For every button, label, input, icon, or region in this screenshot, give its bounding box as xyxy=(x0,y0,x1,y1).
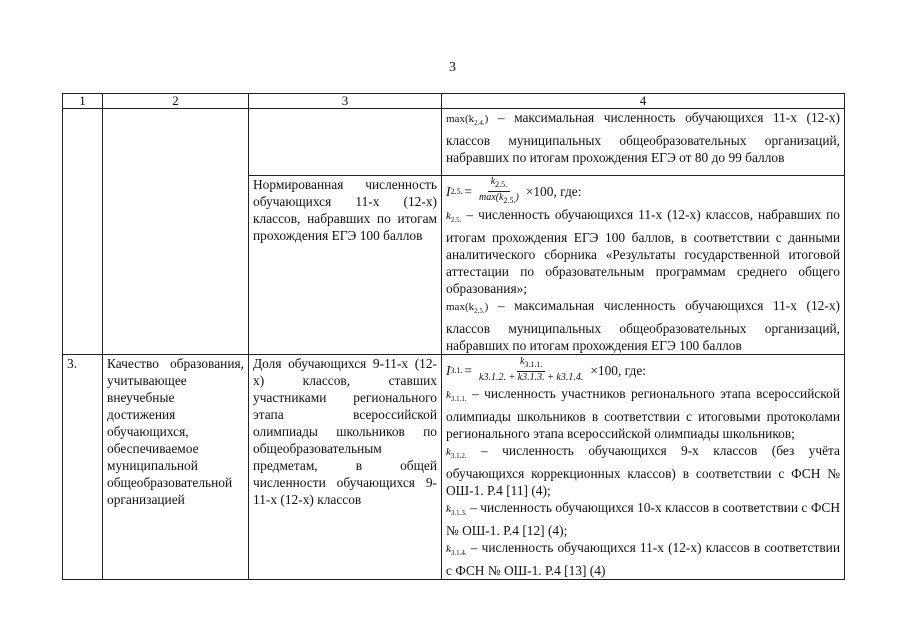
cell-r1-c3 xyxy=(249,109,442,176)
max-k24-var: $\max(k_{2.4.})$ xyxy=(446,113,489,127)
k25-definition: $k_{2.5.}$ – численность обучающихся 11-х (12-х) классов, набравших по итогам прохождения ЕГЭ 100 баллов, в соответствии с данными аналитического сборника «Результаты государственной итоговой аттестации по образовательным программам среднего общего образования»; xyxy=(446,207,840,296)
cell-r3-c3: Доля обучающихся 9-11-х (12-х) классов, ставших участниками регионального этапа всероссийской олимпиады школьников по общеобразовательным предметам, в общей численности обучающихся 9-11-х (12-х) классов xyxy=(249,355,442,580)
page-number: 3 xyxy=(449,60,456,75)
header-col-1: 1 xyxy=(63,94,103,109)
cell-r3-c2: Качество образования, учитывающее внеучебные достижения обучающихся, обеспечиваемое муниципальной общеобразовательной организацией xyxy=(103,355,249,580)
formula-i25: I 2.5. = $\frac{k_{2.5.}}{\max(k_{2.5.})}$ ×100, где: xyxy=(446,175,582,205)
header-col-2: 2 xyxy=(103,94,249,109)
cell-r3-c1: 3. xyxy=(63,355,103,580)
max-k24-definition: $\max(k_{2.4.})$ – максимальная численность обучающихся 11-х (12-х) классов муниципальных общеобразовательных организаций, набравших по итогам прохождения ЕГЭ от 80 до 99 баллов xyxy=(446,110,840,165)
max-k25-definition: $\max(k_{2.5.})$ – максимальная численность обучающихся 11-х (12-х) классов муниципальных общеобразовательных организаций, набравших по итогам прохождения ЕГЭ 100 баллов xyxy=(446,298,840,353)
cell-r1-c4 xyxy=(442,109,845,176)
cell-r2-c3: Нормированная численность обучающихся 11-х (12-х) классов, набравших по итогам прохождения ЕГЭ 100 баллов xyxy=(249,176,442,355)
k314-definition: $k_{3.1.4.}$ – численность обучающихся 11-х (12-х) классов в соответствии с ФСН № ОШ-1. Р.4 [13] (4) xyxy=(446,540,840,578)
table-header-row xyxy=(63,94,845,109)
cell-r2-c4 xyxy=(442,176,845,355)
header-col-4: 4 xyxy=(442,94,845,109)
table-row xyxy=(63,355,845,580)
formula-i31: I 3.1. = $\frac{k_{3.1.1.}}{k3.1.2. + k3.1.3. + k3.1.4.}$ ×100, где: xyxy=(446,356,646,383)
formula-i31-fraction: $\frac{k_{3.1.1.}}{k3.1.2. + k3.1.3. + k3.1.4.}$ xyxy=(479,356,584,383)
k311-definition: $k_{3.1.1.}$ – численность участников регионального этапа всероссийской олимпиады школьников в соответствии с итоговыми протоколами регионального этапа всероссийской олимпиады школьников; xyxy=(446,386,840,441)
cell-r1-c2 xyxy=(103,109,249,355)
formula-i25-fraction: $\frac{k_{2.5.}}{\max(k_{2.5.})}$ xyxy=(479,175,519,205)
cell-r1-c1 xyxy=(63,109,103,355)
table-row xyxy=(63,109,845,176)
k313-definition: $k_{3.1.3.}$ – численность обучающихся 10-х классов в соответствии с ФСН № ОШ-1. Р.4 [12] (4); xyxy=(446,500,840,538)
header-col-3: 3 xyxy=(249,94,442,109)
k312-definition: $k_{3.1.2.}$ – численность обучающихся 9-х классов (без учёта обучающихся коррекционных классов) в соответствии с ФСН № ОШ-1. Р.4 [11] (4); xyxy=(446,443,840,498)
cell-r3-c4 xyxy=(442,355,845,580)
criteria-table xyxy=(62,93,845,580)
